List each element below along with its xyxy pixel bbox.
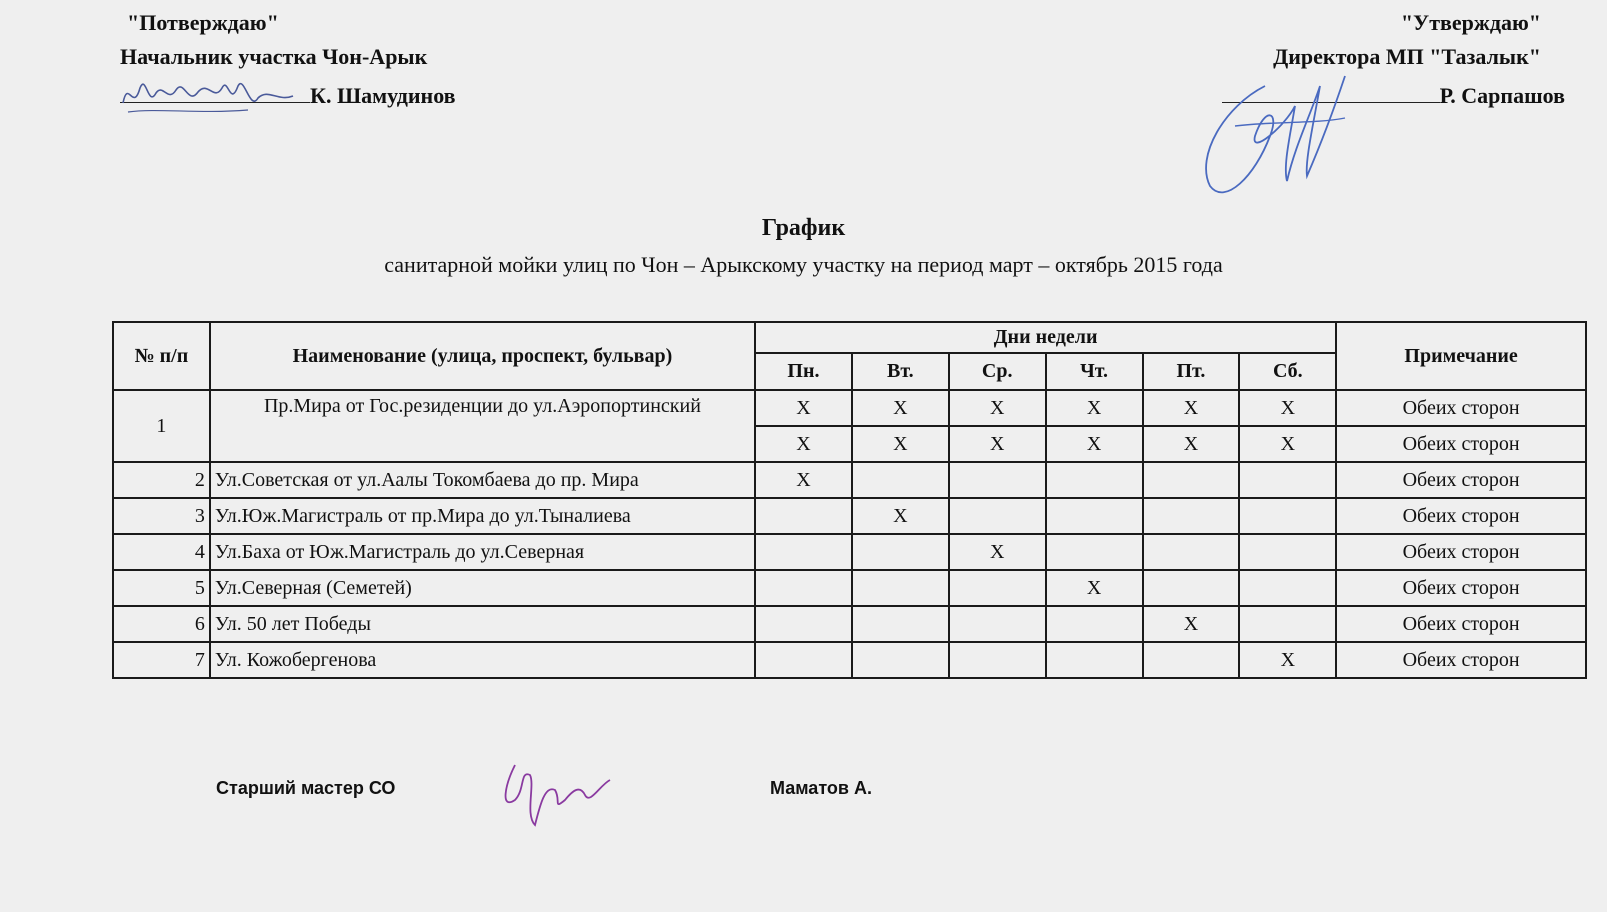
footer-signature bbox=[495, 755, 625, 835]
row-num: 7 bbox=[113, 642, 210, 678]
day-mark bbox=[949, 570, 1046, 606]
row-note: Обеих сторон bbox=[1336, 498, 1586, 534]
day-mark: X bbox=[949, 534, 1046, 570]
day-mark bbox=[755, 498, 852, 534]
table-row bbox=[113, 498, 1586, 534]
left-signature bbox=[118, 68, 318, 128]
header-day-mon: Пн. bbox=[755, 353, 852, 390]
row-num: 1 bbox=[113, 390, 210, 462]
row-name: Ул. Кожобергенова bbox=[210, 642, 755, 678]
row-num: 3 bbox=[113, 498, 210, 534]
day-mark: X bbox=[1143, 390, 1240, 426]
day-mark: X bbox=[755, 390, 852, 426]
table-row bbox=[113, 606, 1586, 642]
right-approval-position: Директора МП "Тазалык" bbox=[1273, 44, 1541, 69]
header-num: № п/п bbox=[113, 322, 210, 390]
day-mark bbox=[1239, 534, 1336, 570]
schedule-table bbox=[112, 321, 1587, 679]
day-mark bbox=[1143, 462, 1240, 498]
row-note: Обеих сторон bbox=[1336, 390, 1586, 426]
header-day-sat: Сб. bbox=[1239, 353, 1336, 390]
row-note: Обеих сторон bbox=[1336, 462, 1586, 498]
left-approval-position: Начальник участка Чон-Арык bbox=[120, 44, 428, 69]
day-mark bbox=[949, 606, 1046, 642]
row-note: Обеих сторон bbox=[1336, 426, 1586, 462]
row-note: Обеих сторон bbox=[1336, 534, 1586, 570]
header-day-tue: Вт. bbox=[852, 353, 949, 390]
day-mark bbox=[1239, 606, 1336, 642]
day-mark: X bbox=[1239, 390, 1336, 426]
day-mark: X bbox=[852, 426, 949, 462]
day-mark: X bbox=[1239, 426, 1336, 462]
day-mark bbox=[1046, 462, 1143, 498]
day-mark: X bbox=[1143, 426, 1240, 462]
day-mark: X bbox=[1046, 390, 1143, 426]
day-mark: X bbox=[949, 390, 1046, 426]
row-note: Обеих сторон bbox=[1336, 570, 1586, 606]
right-signature bbox=[1195, 66, 1355, 206]
day-mark bbox=[1143, 570, 1240, 606]
left-approval-heading: "Потверждаю" bbox=[127, 10, 279, 35]
row-num: 5 bbox=[113, 570, 210, 606]
header-day-wed: Ср. bbox=[949, 353, 1046, 390]
row-name: Ул.Баха от Юж.Магистраль до ул.Северная bbox=[210, 534, 755, 570]
row-note: Обеих сторон bbox=[1336, 642, 1586, 678]
day-mark: X bbox=[1143, 606, 1240, 642]
row-name: Пр.Мира от Гос.резиденции до ул.Аэропортинский bbox=[210, 390, 755, 462]
table-row bbox=[113, 642, 1586, 678]
row-num: 4 bbox=[113, 534, 210, 570]
day-mark: X bbox=[852, 390, 949, 426]
day-mark bbox=[852, 606, 949, 642]
day-mark bbox=[852, 534, 949, 570]
document-title: График bbox=[761, 215, 846, 241]
header-note: Примечание bbox=[1336, 322, 1586, 390]
header-day-thu: Чт. bbox=[1046, 353, 1143, 390]
day-mark bbox=[1046, 534, 1143, 570]
day-mark: X bbox=[755, 426, 852, 462]
day-mark: X bbox=[755, 462, 852, 498]
right-approval-name: Р. Сарпашов bbox=[1439, 83, 1565, 108]
day-mark: X bbox=[1046, 570, 1143, 606]
footer-role: Старший мастер СО bbox=[216, 778, 396, 798]
row-note: Обеих сторон bbox=[1336, 606, 1586, 642]
day-mark: X bbox=[852, 498, 949, 534]
right-approval-heading: "Утверждаю" bbox=[1400, 10, 1541, 35]
table-row bbox=[113, 534, 1586, 570]
table-row bbox=[113, 570, 1586, 606]
day-mark: X bbox=[1239, 642, 1336, 678]
day-mark bbox=[949, 462, 1046, 498]
day-mark bbox=[1239, 570, 1336, 606]
day-mark bbox=[1046, 498, 1143, 534]
day-mark bbox=[1046, 606, 1143, 642]
day-mark bbox=[852, 642, 949, 678]
header-days-group: Дни недели bbox=[755, 322, 1336, 353]
day-mark bbox=[1239, 498, 1336, 534]
day-mark bbox=[1239, 462, 1336, 498]
day-mark bbox=[1143, 642, 1240, 678]
day-mark: X bbox=[949, 426, 1046, 462]
header-day-fri: Пт. bbox=[1143, 353, 1240, 390]
row-name: Ул. 50 лет Победы bbox=[210, 606, 755, 642]
day-mark bbox=[949, 498, 1046, 534]
table-row bbox=[113, 462, 1586, 498]
document-subtitle: санитарной мойки улиц по Чон – Арыкскому участку на период март – октябрь 2015 года bbox=[384, 252, 1223, 277]
day-mark: X bbox=[1046, 426, 1143, 462]
footer-name: Маматов А. bbox=[770, 778, 872, 798]
row-num: 2 bbox=[113, 462, 210, 498]
day-mark bbox=[755, 642, 852, 678]
day-mark bbox=[949, 642, 1046, 678]
day-mark bbox=[852, 462, 949, 498]
row-name: Ул.Северная (Семетей) bbox=[210, 570, 755, 606]
row-num: 6 bbox=[113, 606, 210, 642]
day-mark bbox=[1046, 642, 1143, 678]
day-mark bbox=[1143, 534, 1240, 570]
day-mark bbox=[852, 570, 949, 606]
day-mark bbox=[755, 570, 852, 606]
row-name: Ул.Юж.Магистраль от пр.Мира до ул.Тыналиева bbox=[210, 498, 755, 534]
day-mark bbox=[1143, 498, 1240, 534]
left-approval-name: К. Шамудинов bbox=[310, 83, 456, 108]
header-name: Наименование (улица, проспект, бульвар) bbox=[210, 322, 755, 390]
day-mark bbox=[755, 534, 852, 570]
day-mark bbox=[755, 606, 852, 642]
row-name: Ул.Советская от ул.Аалы Токомбаева до пр. Мира bbox=[210, 462, 755, 498]
table-row bbox=[113, 390, 1586, 426]
